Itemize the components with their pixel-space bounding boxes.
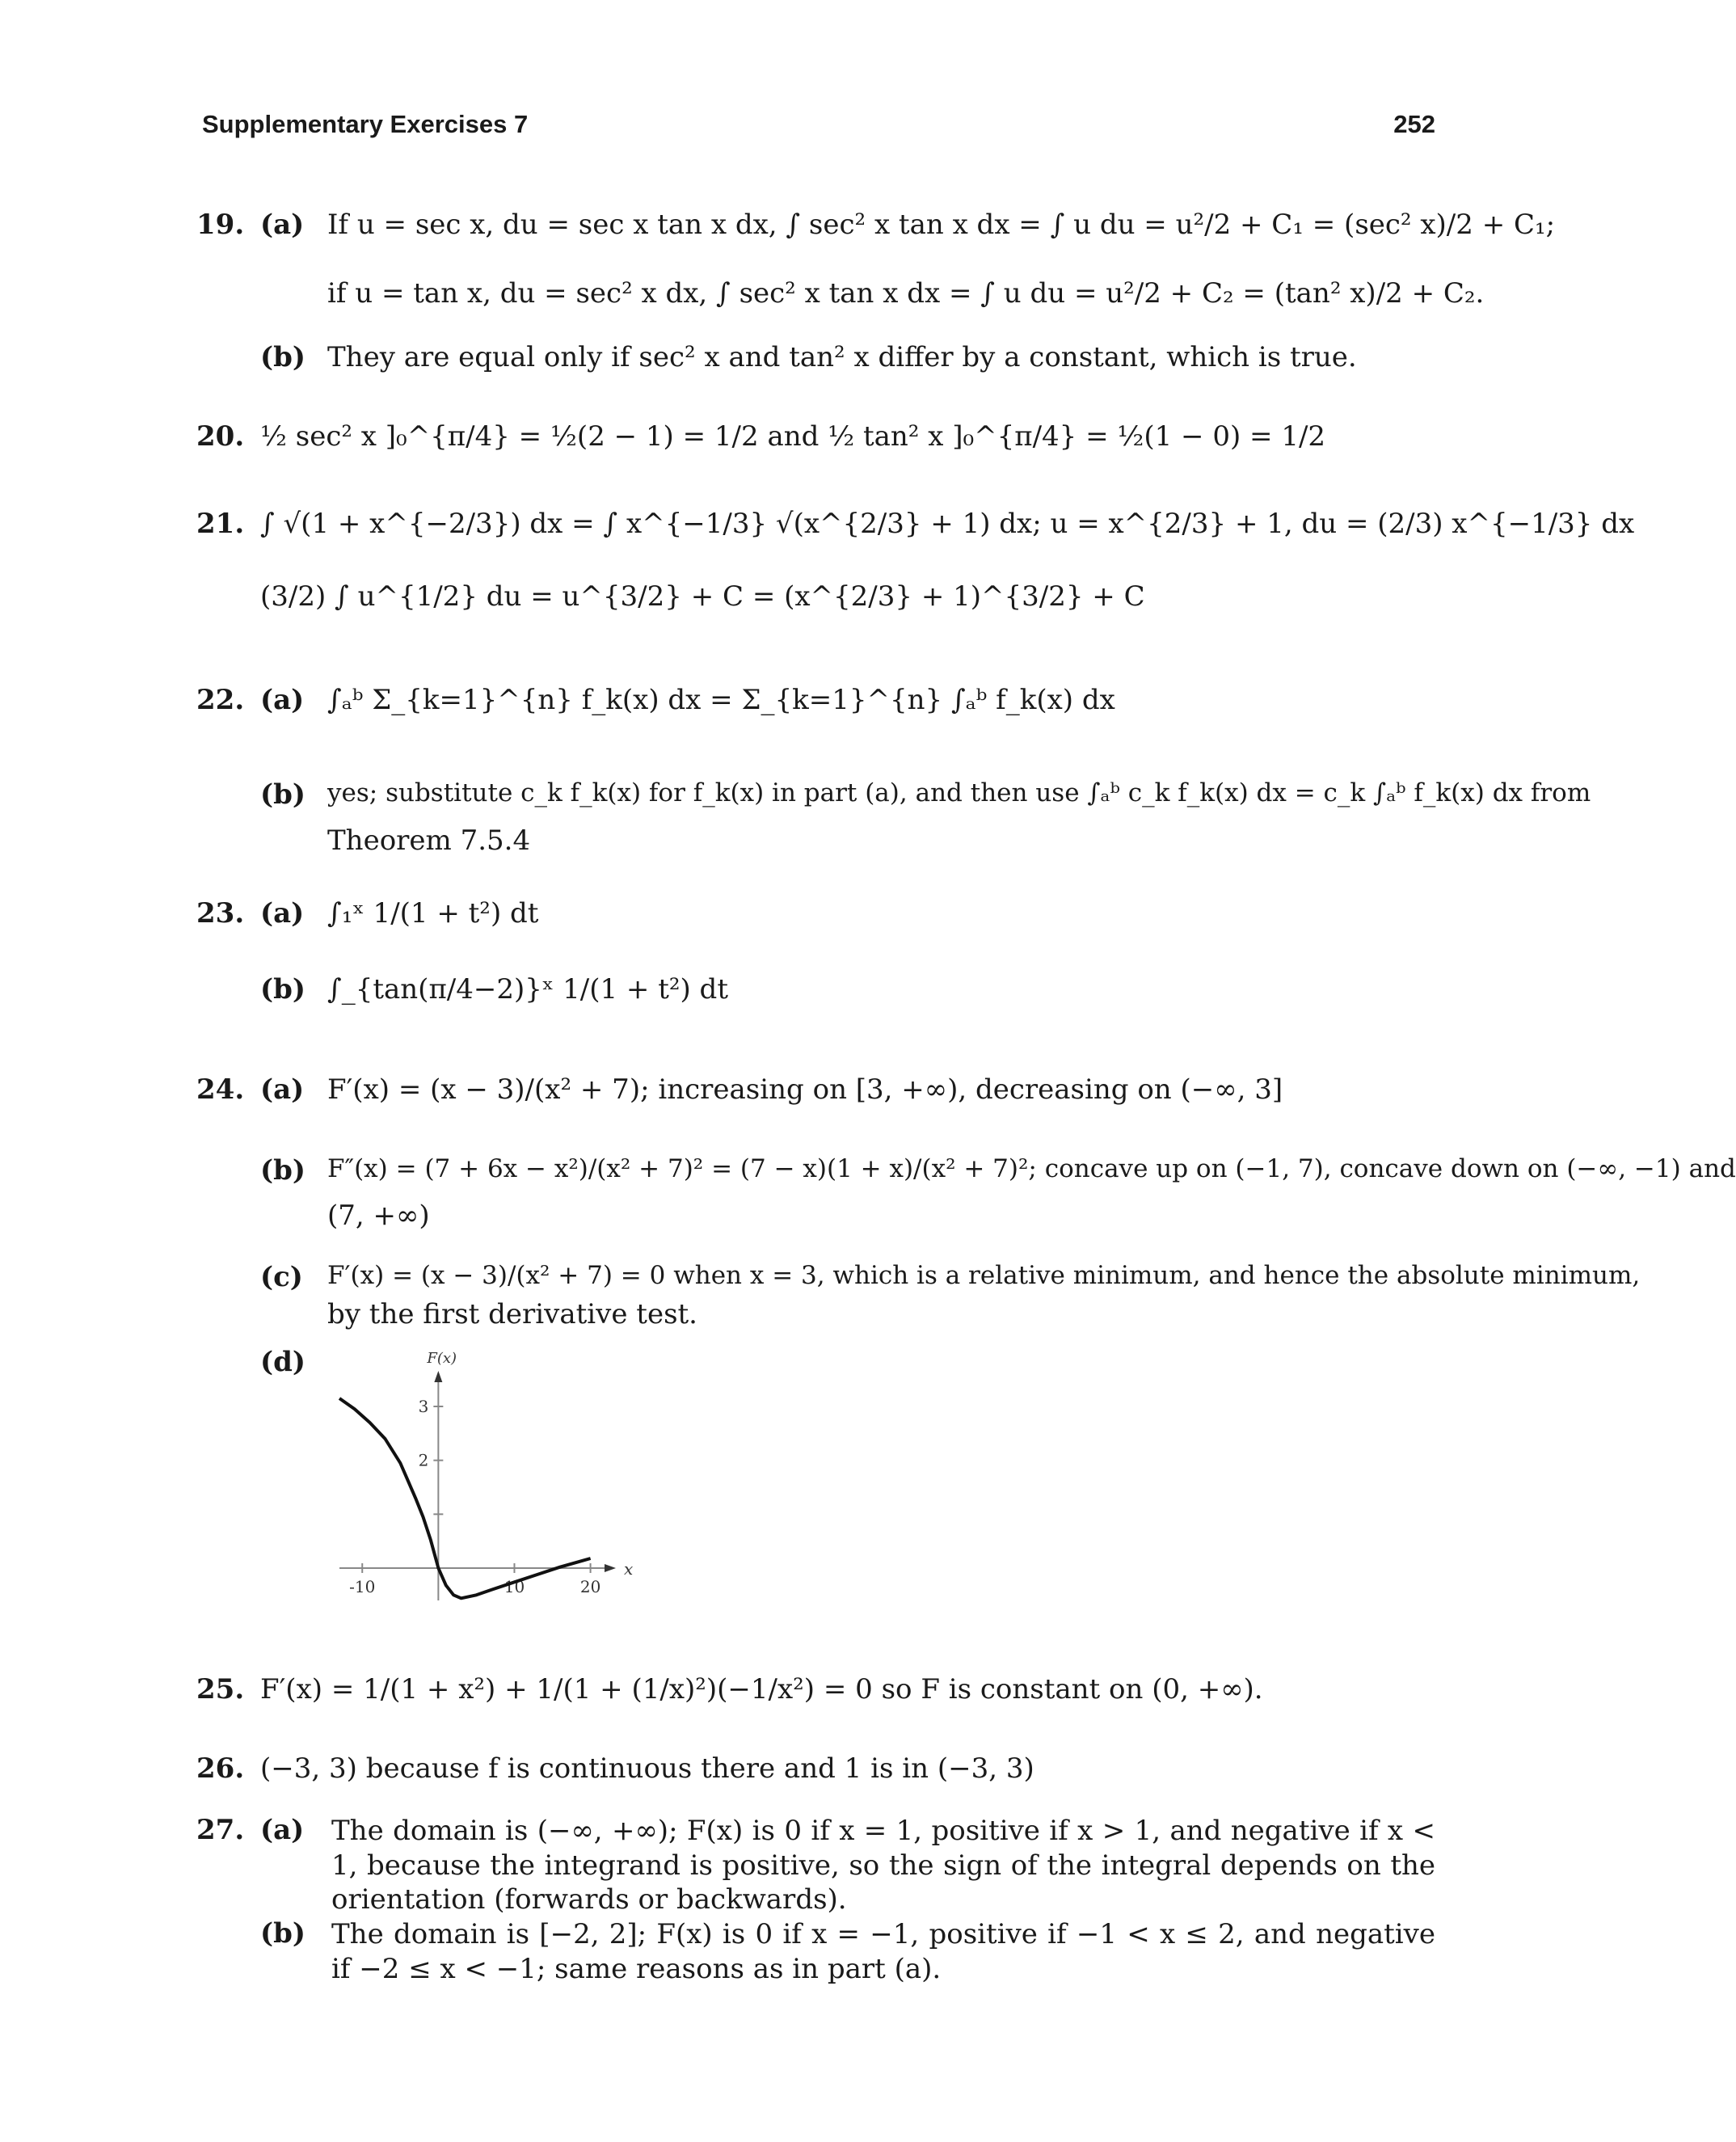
equation-line: if u = tan x, du = sec² x dx, ∫ sec² x tan x dx = ∫ u du = u²/2 + C₂ = (tan² x)/2 + C₂.	[327, 277, 1485, 310]
answer-text: Theorem 7.5.4	[327, 824, 531, 857]
equation-line: F″(x) = (7 + 6x − x²)/(x² + 7)² = (7 − x)(1 + x)/(x² + 7)²; concave up on (−1, 7), concave down on (−∞, −1) and	[327, 1154, 1736, 1183]
part-label: (b)	[260, 1154, 305, 1187]
problem-number: 21.	[196, 508, 245, 540]
part-label: (a)	[260, 897, 305, 930]
running-header-title: Supplementary Exercises 7	[202, 110, 529, 138]
problem-number: 27.	[196, 1814, 245, 1846]
y-tick-label: 2	[418, 1450, 429, 1470]
part-label: (a)	[260, 209, 305, 241]
answer-text: yes; substitute c_k f_k(x) for f_k(x) in part (a), and then use ∫ₐᵇ c_k f_k(x) dx = c_k ∫ₐᵇ f_k(x) dx from	[327, 778, 1591, 807]
equation-line: ½ sec² x ]₀^{π/4} = ½(2 − 1) = 1/2 and ½ tan² x ]₀^{π/4} = ½(1 − 0) = 1/2	[260, 420, 1326, 453]
x-axis-arrow	[605, 1564, 616, 1572]
problem-number: 25.	[196, 1673, 245, 1706]
equation-line: (3/2) ∫ u^{1/2} du = u^{3/2} + C = (x^{2/3} + 1)^{3/2} + C	[260, 580, 1145, 613]
answer-text: The domain is (−∞, +∞); F(x) is 0 if x = 1, positive if x > 1, and negative if x < 1, because the integrand is positive, so the sign of the integral depends on the orientation (forwards or backwards).	[331, 1815, 1435, 1916]
equation-line: F′(x) = (x − 3)/(x² + 7); increasing on [3, +∞), decreasing on (−∞, 3]	[327, 1073, 1283, 1106]
part-label: (a)	[260, 1814, 305, 1846]
equation-line: ∫_{tan(π/4−2)}ˣ 1/(1 + t²) dt	[327, 973, 728, 1006]
answer-text: by the first derivative test.	[327, 1298, 697, 1330]
y-axis-label: F(x)	[427, 1350, 457, 1367]
part-label: (b)	[260, 778, 305, 811]
part-label: (a)	[260, 1073, 305, 1106]
equation-line: F′(x) = (x − 3)/(x² + 7) = 0 when x = 3, which is a relative minimum, and hence the absolute minimum,	[327, 1261, 1641, 1290]
answer-text: The domain is [−2, 2]; F(x) is 0 if x = −1, positive if −1 < x ≤ 2, and negative if −2 ≤ x < −1; same reasons as in part (a).	[331, 1918, 1435, 1985]
graph-of-F	[323, 1342, 634, 1609]
part-label: (b)	[260, 341, 305, 373]
x-tick-label: 10	[504, 1577, 525, 1596]
problem-number: 20.	[196, 420, 245, 453]
part-label: (c)	[260, 1261, 303, 1293]
equation-line: ∫ √(1 + x^{−2/3}) dx = ∫ x^{−1/3} √(x^{2/3} + 1) dx; u = x^{2/3} + 1, du = (2/3) x^{−1/3} dx	[260, 508, 1635, 540]
problem-number: 22.	[196, 684, 245, 716]
part-label: (a)	[260, 684, 305, 716]
equation-line: F′(x) = 1/(1 + x²) + 1/(1 + (1/x)²)(−1/x²) = 0 so F is constant on (0, +∞).	[260, 1673, 1263, 1706]
x-axis-label: x	[624, 1559, 634, 1579]
equation-line: ∫₁ˣ 1/(1 + t²) dt	[327, 897, 539, 930]
equation-line: ∫ₐᵇ Σ_{k=1}^{n} f_k(x) dx = Σ_{k=1}^{n} ∫ₐᵇ f_k(x) dx	[327, 684, 1115, 716]
problem-number: 26.	[196, 1752, 245, 1785]
answer-text: (−3, 3) because f is continuous there and 1 is in (−3, 3)	[260, 1752, 1034, 1785]
part-label: (d)	[260, 1346, 305, 1378]
problem-number: 23.	[196, 897, 245, 930]
equation-line: If u = sec x, du = sec x tan x dx, ∫ sec² x tan x dx = ∫ u du = u²/2 + C₁ = (sec² x)/2 + C₁;	[327, 209, 1556, 241]
x-tick-label: -10	[349, 1577, 376, 1596]
y-axis-arrow	[434, 1371, 442, 1382]
part-label: (b)	[260, 1917, 305, 1950]
answer-text: They are equal only if sec² x and tan² x differ by a constant, which is true.	[327, 341, 1357, 373]
problem-number: 24.	[196, 1073, 245, 1106]
problem-number: 19.	[196, 209, 245, 241]
x-tick-label: 20	[579, 1577, 601, 1596]
page-number: 252	[1393, 110, 1435, 138]
part-label: (b)	[260, 973, 305, 1006]
answer-text: (7, +∞)	[327, 1200, 430, 1232]
y-tick-label: 3	[418, 1397, 429, 1416]
